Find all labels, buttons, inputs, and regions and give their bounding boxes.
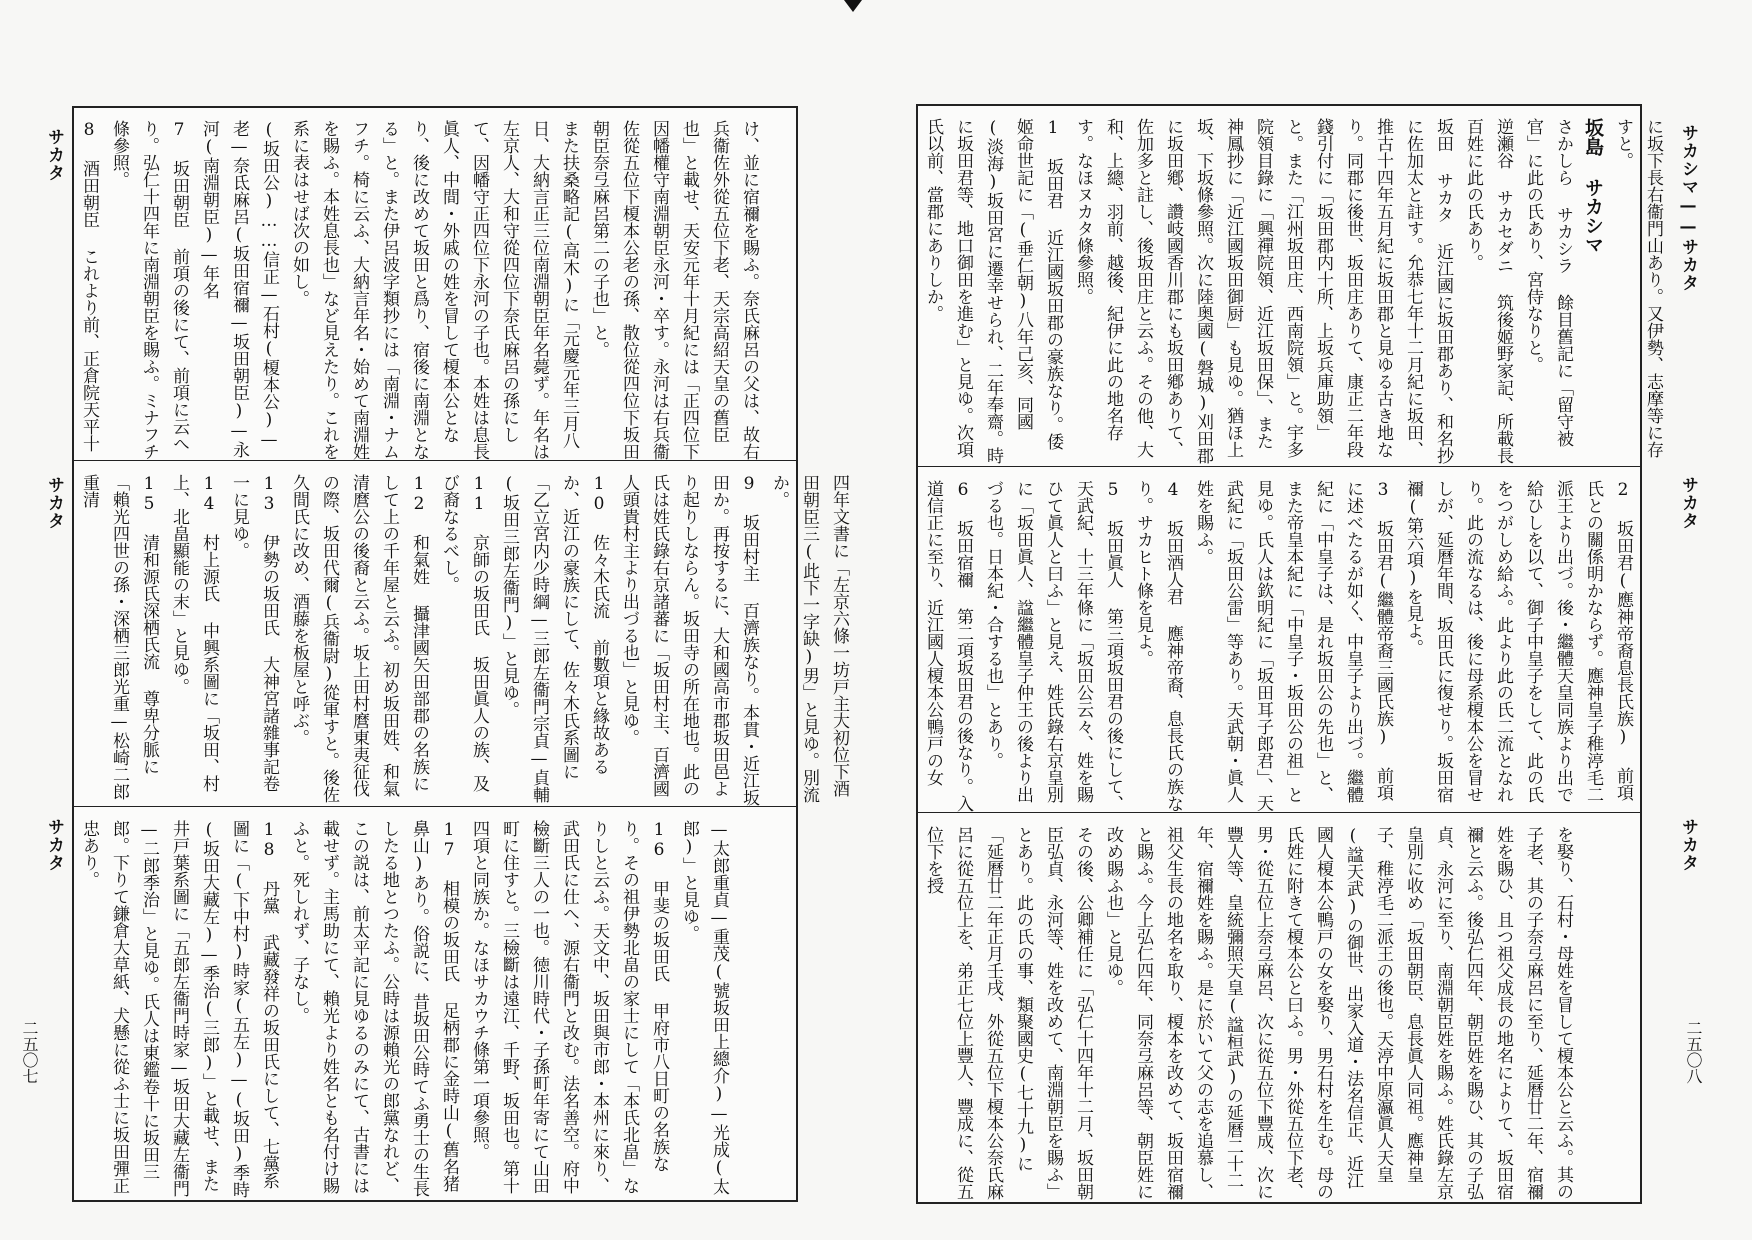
right-running-head-bottom: サカタ bbox=[1678, 818, 1698, 872]
right-row-bottom-text bbox=[918, 814, 1588, 1202]
left-page-number: 二五〇七 bbox=[20, 1020, 39, 1084]
right-entry-13: その後、公卿補任に「弘仁十四年十二月、坂田朝臣弘貞、永河等、姓を改めて、南淵朝臣を賜ふ」とあり。此の氏の事、類聚國史(七十九)に「延曆廿二年正月壬戌、外從五位下榎本公奈氏麻呂に從五位上を、弟正七位上豐人、豐成に、從五位下を授 bbox=[923, 826, 1093, 1200]
right-entry-1: に坂下長右衞門山あり。又伊勢、志摩等に存すと。 bbox=[1613, 118, 1663, 458]
right-entry-6: 1 坂田君 近江國坂田郡の豪族なり。倭姬命世記に「(垂仁朝)八年己亥、同國(淡海)坂田宮に遷幸せられ、二年奉齋。時に坂田君等、地口御田を進む」と見ゆ。次項氏以前、當郡にありしか。 bbox=[923, 118, 1063, 464]
right-row-middle-text bbox=[918, 468, 1648, 812]
left-entry-1: け、並に宿禰を賜ふ。奈氏麻呂の父は、故右兵衞佐外從五位下老、天宗高紹天皇の舊臣也」と載せ、天安元年十月紀には「正四位下因幡權守南淵朝臣永河・卒す。永河は右兵衞佐從五位下榎本公老の孫、散位從四位下坂田朝臣奈弖麻呂第二の子也」と。 bbox=[589, 120, 759, 460]
right-row-top bbox=[918, 106, 1663, 466]
left-entry-12: 14 村上源氏 中興系圖に「坂田、村上、北畠顯能の末」と見ゆ。 bbox=[169, 474, 219, 792]
left-entry-13: 15 清和源氏深栖氏流 尊卑分脈に「賴光四世の孫・深栖三郎光重—松崎二郎重清 bbox=[79, 474, 159, 800]
left-entry-2: また扶桑略記(高木)に「元慶元年三月八日、大納言正三位南淵朝臣年名薨ず。年名は左京人、大和守從四位下奈氏麻呂の孫にして、因幡守正四位下永河の子也。本姓は息長眞人、中間・外戚の姓を冒して榎本公となり、後に改めて坂田と爲り、宿後に南淵となる」と。また伊呂波字類抄には「南淵・ナムフチ。椅に云ふ、大納言年名・始めて南淵姓を賜ふ。本姓息長也」など見えたり。これを系に表はせば次の如し。 bbox=[289, 120, 579, 460]
left-row-bottom bbox=[74, 808, 796, 1200]
right-running-head-middle: サカタ bbox=[1678, 476, 1698, 530]
right-page bbox=[876, 0, 1752, 1240]
left-running-head-middle: サカタ bbox=[44, 476, 64, 530]
left-row-middle-text bbox=[74, 462, 864, 806]
left-entry-5: 8 酒田朝臣 これより前、正倉院天平十 bbox=[79, 120, 99, 452]
left-row-bottom-text bbox=[74, 808, 744, 1200]
right-page-number: 二五〇八 bbox=[1684, 1020, 1703, 1084]
right-entry-4: 逆瀬谷 サカセダニ 筑後姬野家記、所載長百姓に此の氏あり。 bbox=[1463, 118, 1513, 464]
right-entry-10: 5 坂田眞人 第三項坂田君の後にして、天武紀、十三年條に「坂田公云々、姓を賜ひて眞人と曰ふ」と見え、姓氏錄右京皇別に「坂田眞人、諡繼體皇子仲王の後より出づる也。日本紀・合する也」とあり。 bbox=[983, 480, 1123, 812]
left-entry-16: 17 相模の坂田氏 足柄郡に金時山(舊名猪鼻山)あり。俗説に、昔坂田公時てふ勇士の生長したる地とつたふ。公時は源賴光の郎黨なれど、この説は、前太平記に見ゆるのみにて、古書には載せず。主馬助にて、賴光より姓名とも名付け賜ふと。死しれず、子なし。 bbox=[289, 820, 459, 1197]
left-running-head-bottom: サカタ bbox=[44, 818, 64, 872]
left-entry-6: 四年文書に「左京六條一坊戸主大初位下酒田朝臣三(此下一字缺)男」と見ゆ。別流か。 bbox=[769, 474, 849, 803]
left-entry-7: 9 坂田村主 百濟族なり。本貫・近江坂田か。再按するに、大和國高市郡坂田邑より起りしならん。坂田寺の所在地也。此の氏は姓氏錄右京諸蕃に「坂田村主、百濟國人頭貴村主より出づる也」と見ゆ。 bbox=[619, 474, 759, 806]
left-entry-11: 13 伊勢の坂田氏 大神宮諸雜事記卷一に見ゆ。 bbox=[229, 474, 279, 792]
left-rule-1 bbox=[74, 460, 796, 461]
right-rule-1 bbox=[918, 466, 1640, 467]
right-entry-3: さかしら サカシラ 餘目舊記に「留守被官」に此の氏あり、宮侍なりと。 bbox=[1523, 118, 1573, 447]
left-row-top-text bbox=[74, 108, 774, 460]
right-running-head-top: サカシマ——サカタ bbox=[1678, 124, 1698, 292]
left-text-frame bbox=[72, 106, 849, 1202]
right-rule-2 bbox=[918, 812, 1640, 813]
right-text-frame bbox=[916, 104, 1663, 1204]
right-entry-9: 4 坂田酒人君 應神帝裔、息長氏の族なり。サカヒト條を見よ。 bbox=[1133, 480, 1183, 812]
left-entry-8: 10 佐々木氏流 前數項と緣故あるか、近江の豪族にして、佐々木氏系圖に「乙立宮内少時綱—三郎左衞門宗貞—貞輔(坂田三郎左衞門)」と見ゆ。 bbox=[499, 474, 609, 803]
left-entry-3: (坂田公)……信正—石村(榎本公)—老—奈氐麻呂(坂田宿禰—坂田朝臣)—永河(南淵朝臣)—年名 bbox=[199, 120, 279, 458]
right-entry-2: 坂島 サカシマ bbox=[1582, 118, 1604, 254]
left-entry-10: 12 和氣姓 攝津國矢田部郡の名族にして上の千年屋と云ふ。初め坂田姓、和氣清麿公の後裔と云ふ。坂上田村麿東夷征伐の際、坂田代爾(兵衞尉)從軍すと。後佐久間氏に改め、酒藤を板屋と呼ぶ。 bbox=[289, 474, 429, 803]
left-entry-14: —太郎重貞—重茂(號坂田上總介)—光成(太郎)」と見ゆ。 bbox=[679, 820, 729, 1195]
right-entry-7: 2 坂田君(應神帝裔息長氏族) 前項氏との關係明かならず。應神皇子稚渟毛二派王より出づ。後・繼體天皇同族より出で給ひしを以て、御子中皇子をして、此の氏をつがしめ給ふ。此より此の氏二流となれり。此の流なるは、後に母系榎本公を冒せしが、延曆年間、坂田氏に復せり。坂田宿禰(第六項)を見よ。 bbox=[1403, 480, 1633, 803]
left-entry-4: 7 坂田朝臣 前項の後にて、前項に云へり。弘仁十四年に南淵朝臣を賜ふ。ミナフチ條參照。 bbox=[109, 120, 189, 460]
right-entry-8: 3 坂田君(繼體帝裔三國氏族) 前項に述べたるが如く、中皇子より出づ。繼體紀に「中皇子は、是れ坂田公の先也」と、また帝皇本紀に「中皇子・坂田公の祖」と見ゆ。氏人は欽明紀に「坂田耳子郎君」、天武紀に「坂田公雷」等あり。天武朝・眞人姓を賜ふ。 bbox=[1193, 480, 1393, 812]
left-entry-17: 18 丹黨 武藏發祥の坂田氏にして、七黨系圖に「(下中村)時家(五左)—(坂田)季時(坂田大藏左)—季治(三郎)」と載せ、また井戸葉系圖に「五郎左衞門時家—坂田大藏左衞門—二郎季治」と見ゆ。氏人は東鑑卷十に坂田三郎。下りて鎌倉大草紙、犬懸に從ふ士に坂田彈正忠あり。 bbox=[79, 820, 279, 1198]
right-entry-11: 6 坂田宿禰 第二項坂田君の後なり。入道信正に至り、近江國人榎本公鴨戸の女 bbox=[923, 480, 973, 812]
right-entry-5: 坂田 サカタ 近江國に坂田郡あり、和名抄に佐加太と註す。允恭七年十二月紀に坂田、推古十四年五月紀に坂田郡と見ゆる古き地なり。同郡に後世、坂田庄ありて、康正二年段錢引付に「坂田郡内十所、上坂兵庫助領」と。また「江州坂田庄、西南院領」と。宇多院領目錄に「興禪院領、近江坂田保」、また神鳳抄に「近江國坂田御厨」も見ゆ。猶ほ上坂、下坂條參照。次に陸奥國(磐城)刈田郡に坂田鄕、讚岐國香川郡にも坂田鄕ありて、佐加多と註し、後坂田庄と云ふ。その他、大和、上總、羽前、越後、紀伊に此の地名存す。なほヌカタ條參照。 bbox=[1073, 118, 1453, 464]
left-row-top bbox=[74, 108, 796, 460]
right-row-bottom bbox=[918, 814, 1640, 1202]
left-running-head-top: サカタ bbox=[44, 128, 64, 182]
left-row-middle bbox=[74, 462, 849, 806]
right-entry-12: を娶り、石村・母姓を冒して榎本公と云ふ。其の子老、其の子奈弖麻呂に至り、延曆廿二年、宿禰姓を賜ひ、且つ祖父成長の地名によりて、坂田宿禰と云ふ。後弘仁四年、朝臣姓を賜ひ、其の子弘貞、永河に至り、南淵朝臣姓を賜ふ。姓氏錄左京皇別に收め「坂田朝臣、息長眞人同祖。應神皇子、稚渟毛二派王の後也。天渟中原瀛眞人天皇(諡天武)の御世、出家入道・法名信正、近江國人榎本公鴨戸の女を娶り、男石村を生む。母の氏姓に附きて榎本公と曰ふ。男・外從五位下老、男・從五位上奈弖麻呂、次に從五位下豐成、次に豐人等、皇統彌照天皇(諡桓武)の延曆二十二年、宿禰姓を賜ふ。是に於いて父の志を追慕し、祖父生長の地名を取り、榎本を改めて、坂田宿禰と賜ふ。今上弘仁四年、同奈弖麻呂等、朝臣姓に改め賜ふ也」と見ゆ。 bbox=[1103, 826, 1573, 1200]
left-rule-2 bbox=[74, 806, 796, 807]
right-row-top-text bbox=[918, 106, 1678, 466]
left-entry-9: 11 京師の坂田氏 坂田眞人の族、及び裔なるべし。 bbox=[439, 474, 489, 792]
right-row-middle bbox=[918, 468, 1640, 812]
left-entry-15: 16 甲斐の坂田氏 甲府市八日町の名族なり。その祖伊勢北畠の家士にして「本氏北畠」なりしと云ふ。天文中、坂田與市郎・本州に來り、武田氏に仕へ、源右衞門と改む。法名善空。府中檢斷三人の一也。徳川時代・子孫町年寄にて山田町に住すと。三檢斷は遠江、千野、坂田也。第十四項と同族か。なほサカウチ條第一項參照。 bbox=[469, 820, 669, 1194]
